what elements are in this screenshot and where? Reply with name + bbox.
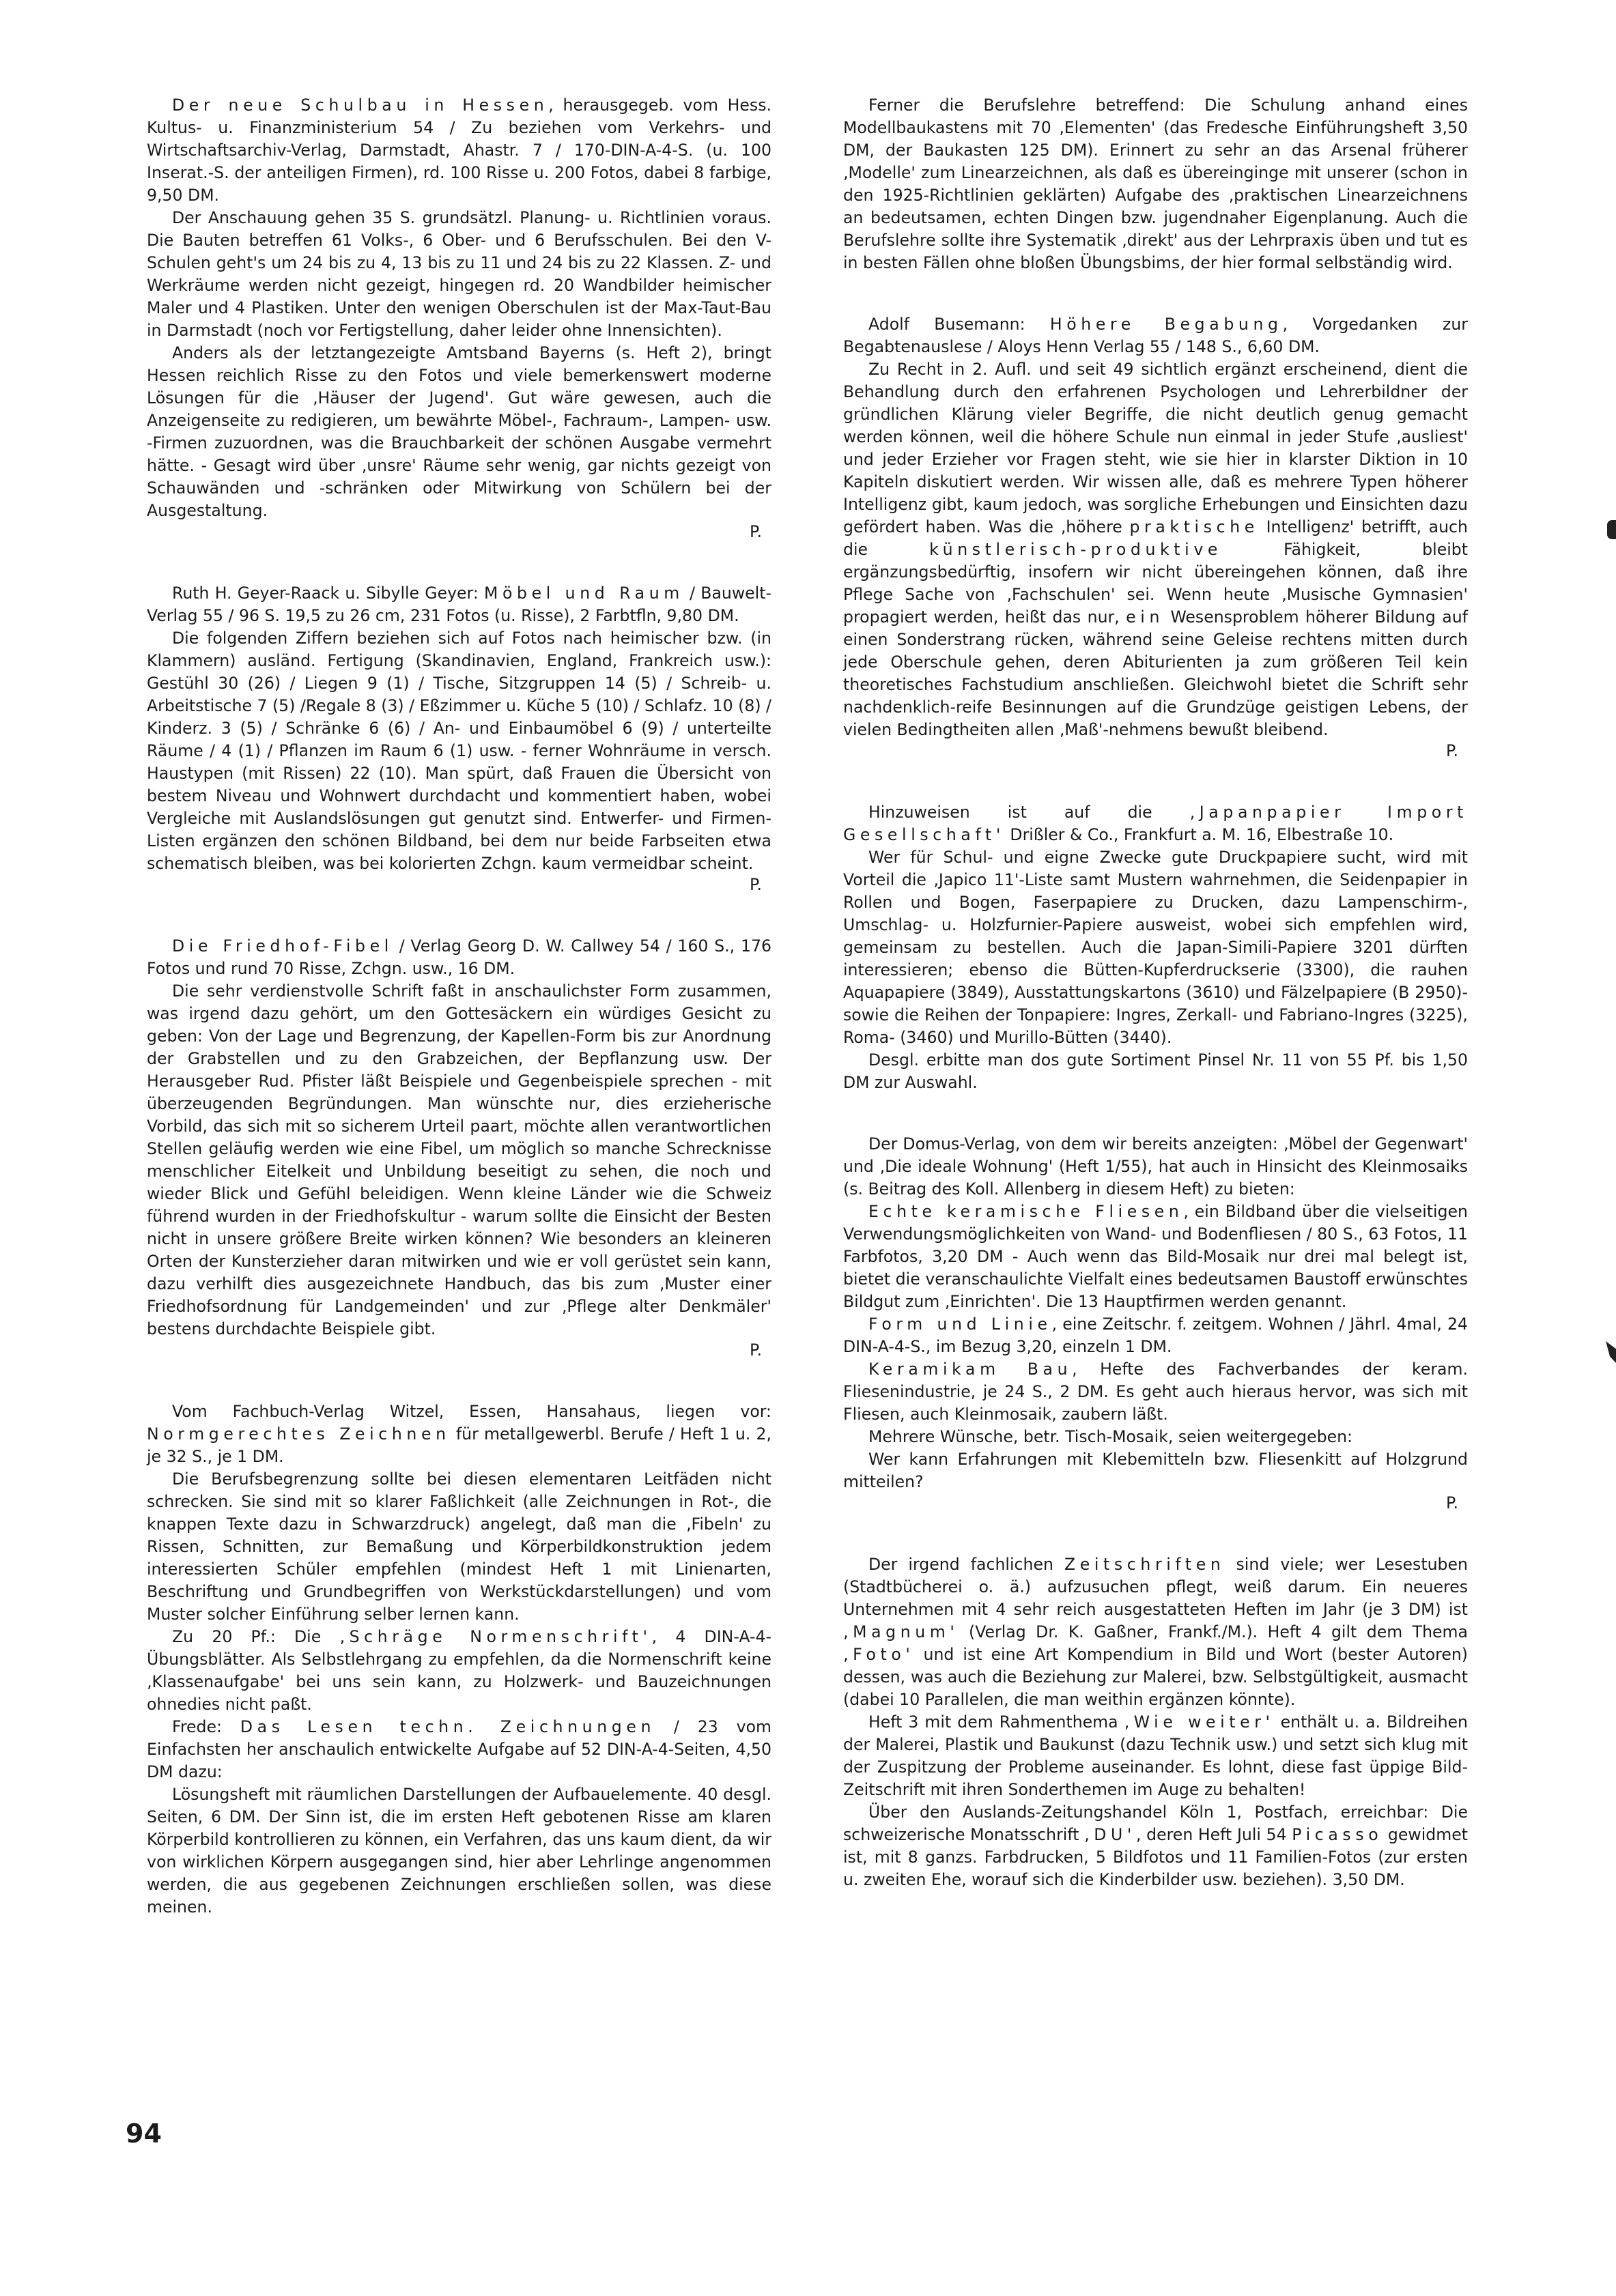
emphasis: ein <box>1126 607 1165 627</box>
text: (Verlag Dr. K. Gaßner, Frankf./M.). Heft 4 gilt dem Thema <box>959 1622 1468 1641</box>
company-name: ‚Japanpapier Import Gesellschaft' <box>843 803 1468 844</box>
text: Frede: <box>172 1717 240 1736</box>
paragraph <box>843 358 1468 741</box>
text: , 4 DIN-A-4-Übungsblätter. Als Selbstlehrgang zu empfehlen, da die Normenschrift keine ‚Klassenaufgabe' bei uns sein kann, zu Holzwerk- und Bauzeichnungen ohnedies nicht paßt. <box>147 1627 771 1714</box>
magazine-title: ‚Magnum' <box>843 1622 959 1641</box>
paragraph: Der Anschauung gehen 35 S. grundsätzl. Planung- u. Richtlinien voraus. Die Bauten betreffen 61 Volks-, 6 Ober- und 6 Berufsschulen. Bei den V-Schulen geht's um 24 bis zu 4, 13 bis zu 11 und 24 bis zu 22 Klassen. Z- und Werkräume werden nicht gezeigt, hingegen rd. 20 Wandbilder heimischer Maler und 4 Plastiken. Unter den wenigen Oberschulen ist der Max-Taut-Bau in Darmstadt (noch vor Fertigstellung, daher leider ohne Innensichten). <box>147 208 771 340</box>
paragraph <box>147 1716 771 1783</box>
paragraph: Anders als der letztangezeigte Amtsband Bayerns (s. Heft 2), bringt Hessen reichlich Risse zu den Fotos und viele bemerkenswert moderne Lösungen für die ‚Häuser der Jugend'. Gut wäre gewesen, auch die Anzeigenseite zu redigieren, um bewährte Möbel-, Fachraum-, Lampen- usw. -Firmen zuzuordnen, was die Brauchbarkeit der schönen Ausgabe vermehrt hätte. - Gesagt wird über ‚unsre' Räume sehr wenig, gar nichts gezeigt von Schauwänden und -schränken oder Mitwirkung von Schülern bei der Ausgestaltung. <box>147 343 771 520</box>
text: Zu Recht in 2. Aufl. und seit 49 sichtlich ergänzt erscheinend, dient die Behandlung durch den erfahrenen Psychologen und Lehrerbildner der gründlichen Klärung vieler Begriffe, die nicht deutlich genug gemacht werden können, weil die höhere Schule nun einmal in jeder Stufe ‚ausliest' und jeder Erzieher vor Fragen steht, wie sie hier in klarster Diktion in 10 Kapiteln diskutiert werden. Wir wissen alle, daß es mehrere Typen höherer Intelligenz gibt, kaum jedoch, was sorgliche Erhebungen und Einsichten dazu gefördert haben. Was die ‚höhere <box>843 360 1468 536</box>
text: , ein Bildband über die vielseitigen Verwendungsmöglichkeiten von Wand- und Bodenfliesen / 80 S., 63 Fotos, 11 Farbfotos, 3,20 DM - Auch wenn das Bild-Mosaik nur drei mal belegt ist, bietet die veranschaulichte Vielfalt eines bedeutsamen Baustoff erwünschtes Bildgut zum ‚Einrichten'. Die 13 Hauptfirmen werden genannt. <box>843 1202 1468 1311</box>
paragraph <box>147 935 771 980</box>
paragraph <box>843 1711 1468 1801</box>
book-title: Keramikam Bau <box>868 1360 1073 1379</box>
paragraph <box>147 94 771 207</box>
paragraph: Mehrere Wünsche, betr. Tisch-Mosaik, seien weitergegeben: <box>868 1427 1352 1446</box>
book-details: / Verlag Georg D. W. Callwey 54 / 160 S., 176 Fotos und rund 70 Risse, Zchgn. usw., 16 DM. <box>147 936 771 978</box>
text: Zu 20 Pf.: Die <box>172 1627 340 1646</box>
paragraph: Desgl. erbitte man dos gute Sortiment Pinsel Nr. 11 von 55 Pf. bis 1,50 DM zur Auswahl. <box>843 1050 1468 1092</box>
signature: P. <box>749 1340 762 1360</box>
book-title: Höhere Begabung <box>1049 315 1283 334</box>
text: enthält u. a. Bildreihen der Malerei, Plastik und Baukunst (dazu Technik usw.) und setzt sich klug mit der Zuspitzung der Probleme auseinander. Es lohnt, diese fast üppige Bild-Zeitschrift mit ihren Sonderthemen im Auge zu behalten! <box>843 1712 1469 1799</box>
paragraph: Lösungsheft mit räumlichen Darstellungen der Aufbauelemente. 40 desgl. Seiten, 6 DM. Der Sinn ist, die im ersten Heft gebotenen Risse am klaren Körperbild kontrollieren zu können, ein Verfahren, das uns kaum dient, da wir von wirklichen Körpern ausgegangen sind, hier aber Lehrlinge angenommen werden, die aus gegebenen Zeichnungen erschließen sollen, was diese meinen. <box>147 1785 771 1917</box>
review-witzel <box>147 1401 771 1919</box>
signature: P. <box>749 522 762 541</box>
intro: Vom Fachbuch-Verlag Witzel, Essen, Hansahaus, liegen vor: <box>172 1402 771 1421</box>
signature: P. <box>749 875 762 894</box>
review-friedhof-fibel <box>147 935 771 1362</box>
emphasis: künstlerisch-produktive <box>929 540 1223 559</box>
text: Hinzuweisen ist auf die <box>868 803 1190 822</box>
right-column <box>843 94 1468 1930</box>
paragraph <box>843 1201 1468 1313</box>
text: Drißler & Co., Frankfurt a. M. 16, Elbestraße 10. <box>1004 825 1394 844</box>
signature: P. <box>1445 741 1458 760</box>
paragraph: Die folgenden Ziffern beziehen sich auf Fotos nach heimischer bzw. (in Klammern) ausländ. Fertigung (Skandinavien, England, Frankreich usw.): Gestühl 30 (26) / Liegen 9 (1) / Tische, Sitzgruppen 14 (5) / Schreib- u. Arbeitstische 7 (5) /Regale 8 (3) / Eßzimmer u. Küche 5 (10) / Schlafz. 10 (8) / Kinderz. 3 (5) / Schränke 6 (6) / An- und Einbaumöbel 6 (9) / unterteilte Räume / 4 (1) / Pflanzen im Raum 6 (1) usw. - ferner Wohnräume in versch. Haustypen (mit Rissen) 22 (10). Man spürt, daß Frauen die Übersicht von bestem Niveau und Wohnwert durchdacht und kommentiert haben, wobei Vergleiche mit Auslandslösungen gut genutzt sind. Entwerfer- und Firmen-Listen ergänzen den schönen Bildband, bei dem nur beide Farbseiten etwa schematisch bleiben, was bei kolorierten Zchgn. kaum vermeidbar scheint. <box>147 629 772 873</box>
paragraph <box>843 1801 1468 1891</box>
book-details: / Bauwelt-Verlag 55 / 96 S. 19,5 zu 26 cm, 231 Fotos (u. Risse), 2 Farbtfln, 9,80 DM. <box>147 584 771 625</box>
emphasis: praktische <box>1129 517 1259 536</box>
review-domus-verlag <box>843 1133 1468 1515</box>
left-column <box>147 94 771 1957</box>
magazine-title: ‚DU' <box>1084 1825 1136 1844</box>
paragraph: Die Berufsbegrenzung sollte bei diesen elementaren Leitfäden nicht schrecken. Sie sind mit so klarer Faßlichkeit (alle Zeichnungen in Rot-, die knappen Texte dazu in Schwarzdruck) angelegt, daß man die ‚Fibeln' zu Rissen, Schnitten, zur Bemaßung und Körperbildkonstruktion jedem interessierten Schüler empfehlen (mindest Heft 1 mit Linienarten, Beschriftung und Grundbegriffen von Werkstückdarstellungen) und vom Muster solcher Einführung selber lernen kann. <box>147 1469 771 1624</box>
review-zeitschriften <box>843 1553 1468 1891</box>
paragraph <box>843 1313 1468 1358</box>
text: Intelligenz' betrifft, auch die <box>843 517 1468 559</box>
emphasis: ‚Wie weiter' <box>1124 1712 1275 1732</box>
review-japanpapier <box>843 801 1468 1094</box>
paragraph <box>843 1358 1468 1426</box>
emphasis: Zeitschriften <box>1064 1555 1225 1574</box>
text: Über den Auslands-Zeitungshandel Köln 1, Postfach, erreichbar: Die schweizerische Monatsschrift <box>843 1803 1468 1844</box>
text: , deren Heft Juli 54 <box>1135 1825 1292 1844</box>
text: , eine Zeitschr. f. zeitgem. Wohnen / Jährl. 4mal, 24 DIN-A-4-S., im Bezug 3,20, einzeln 1 DM. <box>843 1315 1468 1356</box>
scan-edge-mark <box>1607 520 1616 539</box>
paragraph: Wer für Schul- und eigne Zwecke gute Druckpapiere sucht, wird mit Vorteil die ‚Japico 11'-Liste samt Mustern wahrnehmen, die Seidenpapier in Rollen und Bogen, Faserpapiere zu Drucken, dazu Lampenschirm-, Umschlag- u. Holzfurnier-Papiere ausweist, wobei sich empfehlen wird, gemeinsam zu bestellen. Auch die Japan-Simili-Papiere 3201 dürften interessieren; ebenso die Bütten-Kupferdruckserie (3300), die rauhen Aquapapiere (3849), Ausstattungskartons (3610) und Fälzelpapiere (B 2950)- sowie die Reihen der Tonpapiere: Ingres, Zerkall- und Fabriano-Ingres (3225), Roma- (3460) und Murillo-Bütten (3440). <box>843 848 1468 1047</box>
book-details: , Vorgedanken zur Begabtenauslese / Aloys Henn Verlag 55 / 148 S., 6,60 DM. <box>843 315 1468 356</box>
review-schulbau <box>147 94 771 543</box>
emphasis: ‚Foto' <box>843 1645 915 1664</box>
book-details: für metallgewerbl. Berufe / Heft 1 u. 2, je 32 S., je 1 DM. <box>147 1424 771 1466</box>
paragraph <box>843 1553 1468 1711</box>
paragraph <box>843 801 1468 846</box>
book-title: Möbel und Raum <box>484 584 684 603</box>
text: und ist eine Art Kompendium in Bild und Wort (bester Autoren) dessen, was auch die Beziehung zur Malerei, bzw. Selbstgültigkeit, ausmacht (dabei 10 Parallelen, die man weithin ergänzen könnte). <box>843 1645 1468 1709</box>
paragraph <box>147 582 771 627</box>
book-title: Das Lesen techn. Zeichnungen <box>240 1717 656 1736</box>
review-hoehere-begabung <box>843 313 1468 762</box>
signature: P. <box>1445 1493 1458 1512</box>
book-title: Echte keramische Fliesen <box>868 1202 1184 1221</box>
book-title: ‚Schräge Normenschrift' <box>339 1627 652 1646</box>
text: sind viele; wer Lesestuben (Stadtbücherei o. ä.) aufzusuchen pflegt, weiß darum. Ein neueres Unternehmen mit 4 sehr reich ausgestatteten Heften im Jahr (je 3 DM) ist <box>843 1555 1468 1619</box>
review-berufslehre <box>843 94 1468 274</box>
book-title: Form und Linie <box>868 1315 1052 1334</box>
book-details: , herausgegeb. vom Hess. Kultus- u. Finanzministerium 54 / Zu beziehen vom Verkehrs- und Wirtschaftsarchiv-Verlag, Darmstadt, Ahastr. 7 / 170-DIN-A-4-S. (u. 100 Inserat.-S. der anteiligen Firmen), rd. 100 Risse u. 200 Fotos, dabei 8 farbige, 9,50 DM. <box>147 96 771 205</box>
page-number: 94 <box>126 2119 162 2149</box>
author: Adolf Busemann: <box>868 315 1050 334</box>
review-moebel-und-raum <box>147 582 771 896</box>
text: Heft 3 mit dem Rahmenthema <box>868 1712 1124 1732</box>
book-title: Der neue Schulbau in Hessen <box>172 96 549 115</box>
paragraph <box>147 1626 771 1716</box>
text: gewidmet ist, mit 8 ganzs. Farbdrucken, 5 Bildfotos und 11 Familien-Fotos (zur ersten u. zweiten Ehe, worauf sich die Kinderbilder usw. beziehen). 3,50 DM. <box>843 1825 1468 1889</box>
book-title: Die Friedhof-Fibel <box>172 936 393 956</box>
paragraph: Der Domus-Verlag, von dem wir bereits anzeigten: ‚Möbel der Gegenwart' und ‚Die ideale Wohnung' (Heft 1/55), hat auch in Hinsicht des Kleinmosaiks (s. Beitrag des Koll. Allenberg in diesem Heft) zu bieten: <box>843 1134 1468 1199</box>
emphasis: Picasso <box>1292 1825 1383 1844</box>
paragraph: Ferner die Berufslehre betreffend: Die Schulung anhand eines Modellbaukastens mit 70 ‚Elementen' (das Fredesche Einführungsheft 3,50 DM, der Baukasten 125 DM). Erinnert zu sehr an das Arsenal früherer ‚Modelle' zum Linearzeichnen, als daß es übereinginge mit unserer (schon in den 1925-Richtlinien geklärten) Aufgabe des ‚praktischen Linearzeichnens an bedeutsamen, echten Dingen bzw. jugendnaher Eigenplanung. Auch die Berufslehre sollte ihre Systematik ‚direkt' aus der Lehrpraxis üben und tut es in besten Fällen ohne bloßen Übungsbims, der hier formal selbständig wird. <box>843 96 1468 272</box>
scan-edge-mark <box>1606 1341 1616 1363</box>
paragraph <box>147 1401 771 1468</box>
paragraph: Die sehr verdienstvolle Schrift faßt in anschaulichster Form zusammen, was irgend dazu gehört, um den Gottesäckern ein würdiges Gesicht zu geben: Von der Lage und Begrenzung, der Kapellen-Form bis zur Anordnung der Grabstellen und zu den Grabzeichen, der Bepflanzung usw. Der Herausgeber Rud. Pfister läßt Beispiele und Gegenbeispiele sprechen - mit überzeugenden Begründungen. Man wünschte nur, dies erzieherische Vorbild, das sich mit so sicherem Urteil paart, möchte allen verantwortlichen Stellen geläufig werden wie eine Fibel, um möglich so manche Schrecknisse menschlicher Eitelkeit und Unbildung beseitigt zu sehen, die noch und wieder Blick und Gefühl beleidigen. Wenn kleine Länder wie die Schweiz führend wurden in der Friedhofskultur - warum sollte die Einsicht der Besten nicht in unsere größere Breite wirken können? Wie besonders an kleineren Orten der Kunsterzieher daran mitwirken und wie er voll gerüstet sein kann, dazu verhilft dies ausgezeichnete Handbuch, das bis zum ‚Muster einer Friedhofsordnung für Landgemeinden' und zur ‚Pflege alter Denkmäler' bestens durchdachte Beispiele gibt. <box>147 981 771 1338</box>
book-title: Normgerechtes Zeichnen <box>147 1424 451 1444</box>
authors: Ruth H. Geyer-Raack u. Sibylle Geyer: <box>172 584 484 603</box>
text: , Hefte des Fachverbandes der keram. Fliesenindustrie, je 24 S., 2 DM. Es geht auch hieraus hervor, was sich mit Fliesen, auch Kleinmosaik, zaubern läßt. <box>843 1360 1468 1424</box>
paragraph: Wer kann Erfahrungen mit Klebemitteln bzw. Fliesenkitt auf Holzgrund mitteilen? <box>843 1450 1468 1491</box>
text: / 23 vom Einfachsten her anschaulich entwickelte Aufgabe auf 52 DIN-A-4-Seiten, 4,50 DM dazu: <box>147 1717 772 1781</box>
text: Fähigkeit, bleibt ergänzungsbedürftig, insofern wir nicht übereingehen können, daß ihre Pflege Sache von ‚Fachschulen' sei. Wenn heute ‚Musische Gymnasien' propagiert werden, heißt das nur, <box>843 540 1468 627</box>
text: Wesensproblem höherer Bildung auf einen Sonderstrang rücken, während seine Geleise rechtens mitten durch jede Oberschule gehen, deren Abiturienten ja zum größeren Teil kein theoretisches Fachstudium anschließen. Gleichwohl bietet die Schrift sehr nachdenklich-reife Besinnungen auf die Grundzüge geistigen Lebens, der vielen Bedingtheiten allen ‚Maß'-nehmens bewußt bleibend. <box>843 607 1468 739</box>
text: Der irgend fachlichen <box>868 1555 1064 1574</box>
paragraph <box>843 313 1468 358</box>
